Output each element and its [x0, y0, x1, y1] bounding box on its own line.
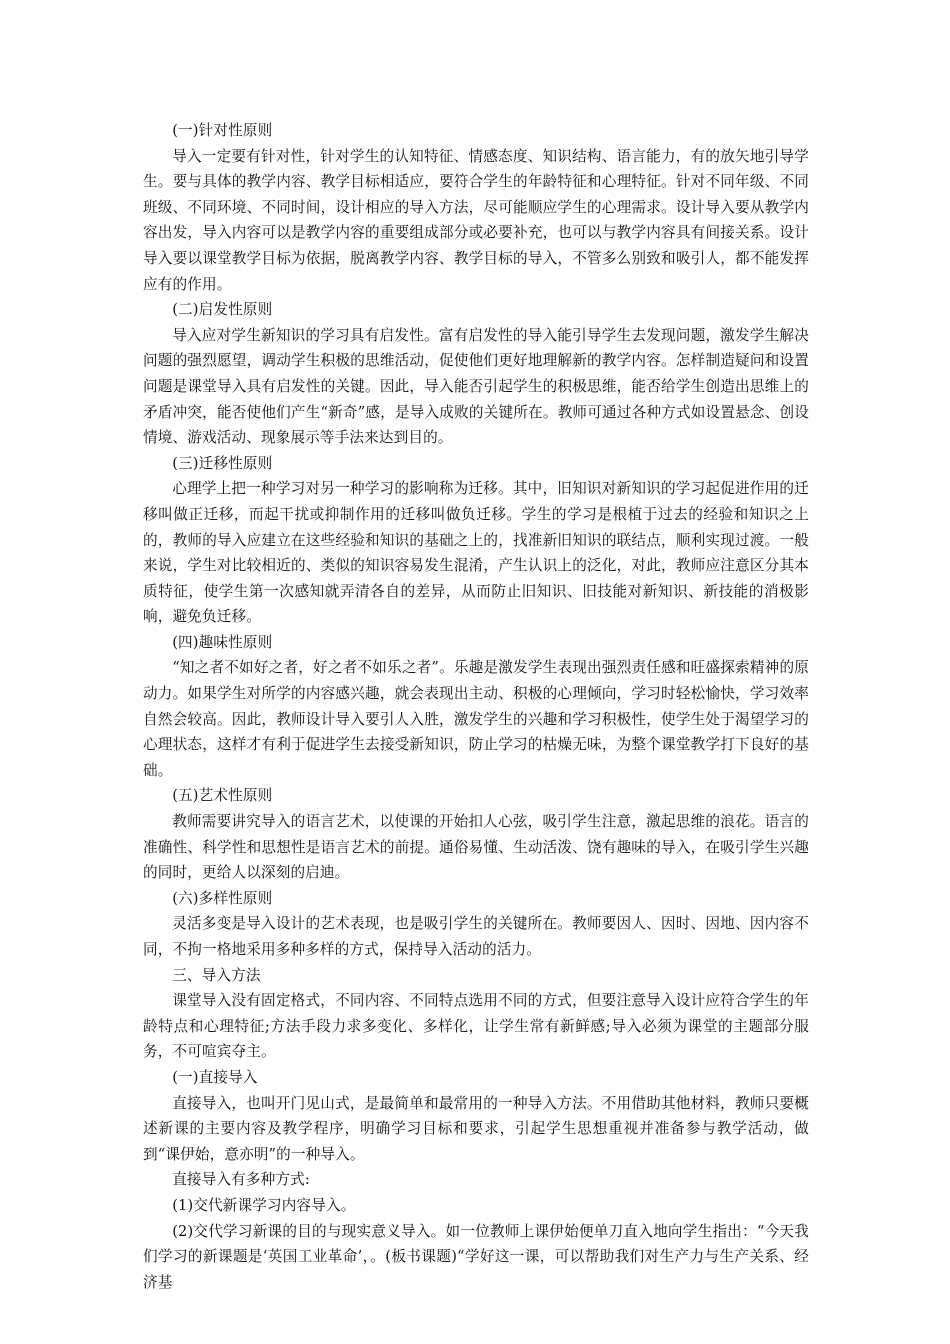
- paragraph-direct-intro-ways: 直接导入有多种方式:: [172, 1171, 310, 1189]
- heading-targeted-principle: (一)针对性原则: [172, 122, 273, 139]
- list-item-2: (2)交代学习新课的目的与现实意义导入。如一位教师上课伊始便单刀直入地向学生指出：“今天我们学习的新课题是‘英国工业革命’，。(板书课题)“学好这一课，可以帮助我们对生产力与生产关系、经济基: [143, 1222, 809, 1291]
- heading-diversity-principle: (六)多样性原则: [172, 889, 273, 907]
- heading-interest-principle: (四)趣味性原则: [172, 633, 273, 651]
- heading-direct-intro: (一)直接导入: [172, 1068, 258, 1086]
- document-page: [143, 118, 809, 1295]
- paragraph-targeted-principle: 导入一定要有针对性，针对学生的认知特征、情感态度、知识结构、语言能力，有的放矢地引导学生。要与具体的教学内容、教学目标相适应，要符合学生的年龄特征和心理特征。针对不同年级、不同班级、不同环境、不同时间，设计相应的导入方法，尽可能顺应学生的心理需求。设计导入要从教学内容出发，导入内容可以是教学内容的重要组成部分或必要补充，也可以与教学内容具有间接关系。设计导入要以课堂教学目标为依据，脱离教学内容、教学目标的导入，不管多么别致和吸引人，都不能发挥应有的作用。: [143, 147, 809, 293]
- paragraph-artistic-principle: 教师需要讲究导入的语言艺术，以使课的开始扣人心弦，吸引学生注意，激起思维的浪花。语言的准确性、科学性和思想性是语言艺术的前提。通俗易懂、生动活泼、饶有趣味的导入，在吸引学生兴趣的同时，更给人以深刻的启迪。: [143, 813, 809, 882]
- paragraph-inspiring-principle: 导入应对学生新知识的学习具有启发性。富有启发性的导入能引导学生去发现问题，激发学生解决问题的强烈愿望，调动学生积极的思维活动，促使他们更好地理解新的教学内容。怎样制造疑问和设置问题是课堂导入具有启发性的关键。因此，导入能否引起学生的积极思维，能否给学生创造出思维上的矛盾冲突，能否使他们产生“新奇”感，是导入成败的关键所在。教师可通过各种方式如设置悬念、创设情境、游戏活动、现象展示等手法来达到目的。: [143, 326, 809, 447]
- heading-transfer-principle: (三)迁移性原则: [172, 454, 273, 472]
- paragraph-direct-intro: 直接导入，也叫开门见山式，是最简单和最常用的一种导入方法。不用借助其他材料，教师只要概述新课的主要内容及教学程序，明确学习目标和要求，引起学生思想重视并准备参与教学活动，做到“课伊始，意亦明”的一种导入。: [143, 1094, 809, 1163]
- heading-intro-methods: 三、导入方法: [172, 966, 261, 984]
- heading-artistic-principle: (五)艺术性原则: [172, 787, 273, 805]
- paragraph-transfer-principle: 心理学上把一种学习对另一种学习的影响称为迁移。其中，旧知识对新知识的学习起促进作用的迁移叫做正迁移，而起干扰或抑制作用的迁移叫做负迁移。学生的学习是根植于过去的经验和知识之上的，教师的导入应建立在这些经验和知识的基础之上的，找准新旧知识的联结点，顺利实现过渡。一般来说，学生对比较相近的、类似的知识容易发生混淆，产生认识上的泛化，对此，教师应注意区分其本质特征，使学生第一次感知就弄清各自的差异，从而防止旧知识、旧技能对新知识、新技能的消极影响，避免负迁移。: [143, 480, 809, 626]
- paragraph-interest-principle: “知之者不如好之者，好之者不如乐之者”。乐趣是激发学生表现出强烈责任感和旺盛探索精神的原动力。如果学生对所学的内容感兴趣，就会表现出主动、积极的心理倾向，学习时轻松愉快，学习效率自然会较高。因此，教师设计导入要引人入胜，激发学生的兴趣和学习积极性，使学生处于渴望学习的心理状态，这样才有利于促进学生去接受新知识，防止学习的枯燥无味，为整个课堂教学打下良好的基础。: [143, 659, 809, 779]
- list-item-1: (1)交代新课学习内容导入。: [172, 1196, 356, 1214]
- paragraph-diversity-principle: 灵活多变是导入设计的艺术表现，也是吸引学生的关键所在。教师要因人、因时、因地、因内容不同，不拘一格地采用多种多样的方式，保持导入活动的活力。: [143, 915, 809, 958]
- heading-inspiring-principle: (二)启发性原则: [172, 301, 273, 319]
- paragraph-intro-methods: 课堂导入没有固定格式，不同内容、不同特点选用不同的方式，但要注意导入设计应符合学生的年龄特点和心理特征;方法手段力求多变化、多样化，让学生常有新鲜感;导入必须为课堂的主题部分服务，不可喧宾夺主。: [143, 992, 809, 1061]
